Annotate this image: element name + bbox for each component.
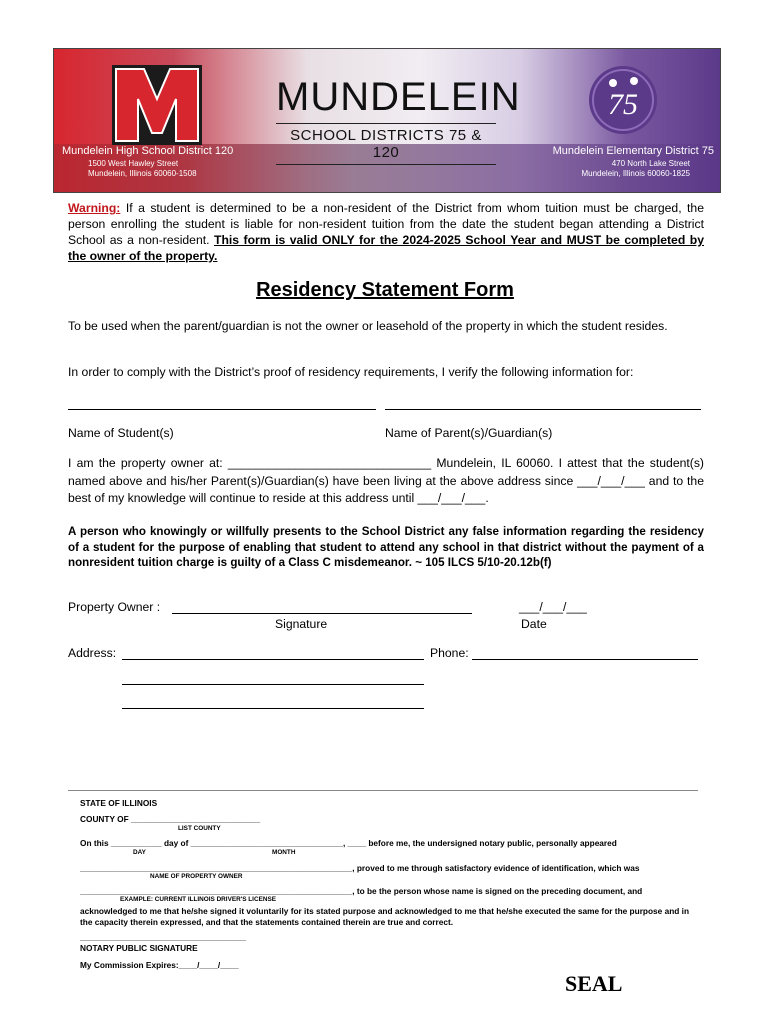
warning-paragraph (68, 200, 704, 264)
notary-proved: ___________________________________________________________, proved to me through satisfactory evidence of identification, which was (80, 863, 640, 873)
notary-on-this: On this ___________ day of _________________________________, ____ before me, the undersigned notary public, personally appeared (80, 838, 617, 848)
signature-label: Signature (275, 617, 328, 631)
address-line-3[interactable] (122, 708, 424, 709)
elementary-address: 470 North Lake Street Mundelein, Illinois 60060-1825 (581, 159, 690, 178)
comply-paragraph: In order to comply with the District’s proof of residency requirements, I verify the following information for: (68, 365, 634, 379)
intro-paragraph: To be used when the parent/guardian is not the owner or leasehold of the property in which the student resides. (68, 319, 668, 333)
elementary-name: Mundelein Elementary District 75 (552, 145, 714, 157)
phone-label: Phone: (430, 646, 469, 660)
date-label: Date (521, 617, 547, 631)
warning-text: If a student is determined to be a non-resident of the District from whom tuition must be charged, the person enrolling the student is liable for non-resident tuition from the date the student began attending a District School as a non-resident. (68, 201, 704, 247)
commission-expires: My Commission Expires:____/____/____ (80, 960, 239, 970)
seal-label: SEAL (565, 971, 623, 996)
address-line-1[interactable] (122, 659, 424, 660)
notary-signed: ___________________________________________________________, to be the person whose name is signed on the preceding document, and (80, 886, 643, 896)
legal-warning: A person who knowingly or willfully presents to the School District any false information regarding the residency of a student for the purpose of enabling that student to attend any school in that district without the payment of a nonresident tuition charge is guilty of a Class C misdemeanor. ~ 105 ILCS 5/10-20.12b(f) (68, 525, 704, 569)
notary-county: COUNTY OF ____________________________ (80, 814, 261, 824)
student-name-label: Name of Student(s) (68, 426, 174, 440)
notary-signature-line[interactable]: ____________________________________ (80, 932, 247, 942)
district-banner (53, 48, 721, 193)
banner-subtitle: SCHOOL DISTRICTS 75 & 120 (276, 123, 496, 165)
phone-line[interactable] (472, 659, 698, 660)
address-line-2[interactable] (122, 684, 424, 685)
example-caption: EXAMPLE: CURRENT ILLINOIS DRIVER'S LICENSE (120, 896, 276, 903)
property-owner-label: Property Owner : (68, 600, 161, 614)
high-school-address: 1500 West Hawley Street Mundelein, Illinois 60060-1508 (88, 159, 197, 178)
attest-paragraph: I am the property owner at: ______________________________ Mundelein, IL 60060. I attest that the student(s) named above and his/her Parent(s)/Guardian(s) have been living at the above address since ___/___/___ and to the best of my knowledge will continue to reside at this address until ___/___/___. (68, 456, 704, 505)
m-letter: M (157, 115, 158, 116)
district-75-logo (587, 64, 659, 136)
parent-name-line[interactable] (385, 409, 701, 410)
month-caption: MONTH (272, 849, 296, 856)
notary-divider (68, 790, 698, 791)
high-school-name: Mundelein High School District 120 (62, 145, 234, 157)
notary-signature-label: NOTARY PUBLIC SIGNATURE (80, 943, 198, 953)
form-title: Residency Statement Form (256, 279, 514, 301)
notary-state: STATE OF ILLINOIS (80, 798, 158, 808)
district-75-logo-text: 75 (608, 88, 638, 121)
owner-signature-line[interactable] (172, 613, 472, 614)
day-caption: DAY (133, 849, 146, 856)
banner-title: MUNDELEIN (276, 75, 521, 119)
mustang-m-logo (110, 63, 204, 147)
parent-name-label: Name of Parent(s)/Guardian(s) (385, 426, 553, 440)
student-name-line[interactable] (68, 409, 376, 410)
valid-notice: This form is valid ONLY for the 2024-2025 School Year and MUST be completed by the owner of the property. (68, 233, 704, 263)
date-blank[interactable]: ___/___/___ (519, 600, 587, 614)
address-label: Address: (68, 646, 117, 660)
notary-acknowledgement: acknowledged to me that he/she signed it voluntarily for its stated purpose and acknowledged to me that he/she executed the same for the purpose and in the capacity therein expressed, and that the statements contained therein are true and correct. (80, 906, 690, 927)
owner-name-caption: NAME OF PROPERTY OWNER (150, 873, 243, 880)
warning-label: Warning: (68, 201, 121, 215)
list-county-caption: LIST COUNTY (178, 825, 221, 832)
